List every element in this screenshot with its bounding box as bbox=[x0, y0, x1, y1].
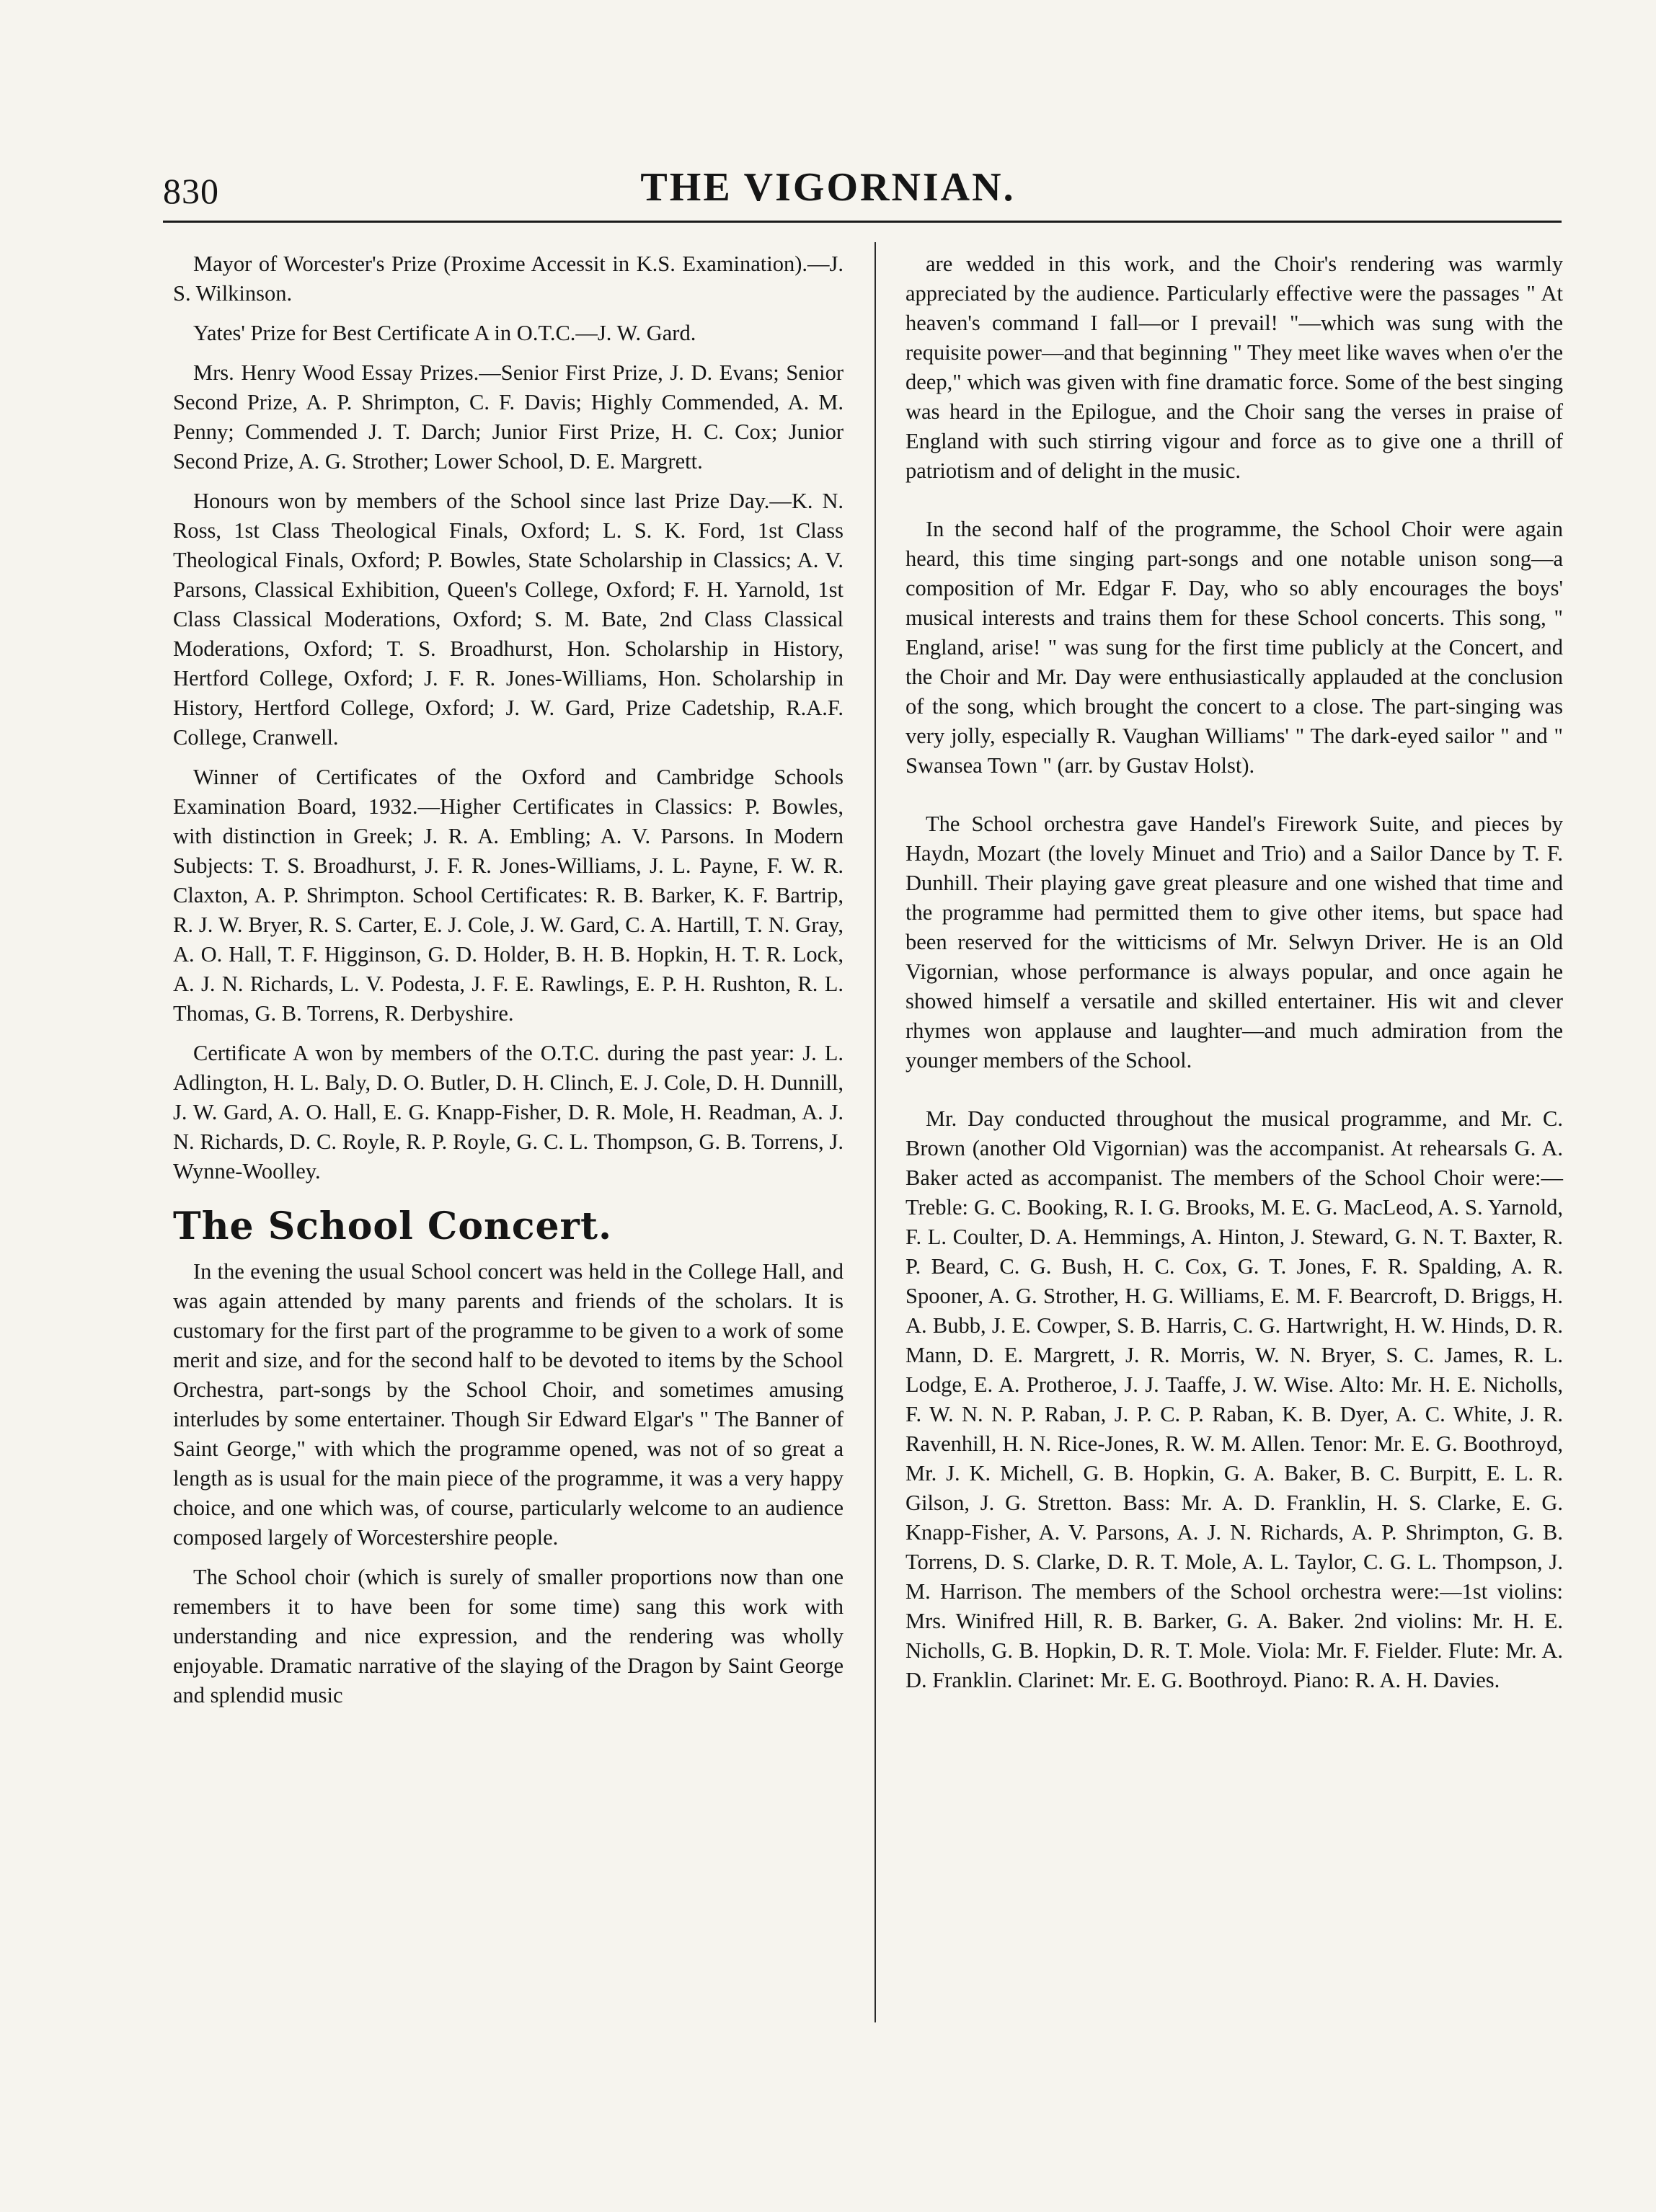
concert-paragraph: In the second half of the programme, the School Choir were again heard, this time singing part-songs and one notable unison song—a composition of Mr. Edgar F. Day, who so ably encourages the boys' musical interests and trains them for these School concerts. This song, " England, arise! " was sung for the first time publicly at the Concert, and the Choir and Mr. Day were enthusiastically applauded at the conclusion of the song, which brought the concert to a close. The part-singing was very jolly, especially R. Vaughan Williams' " The dark-eyed sailor " and " Swansea Town " (arr. by Gustav Holst). bbox=[906, 517, 1563, 778]
certificates-paragraph: Winner of Certificates of the Oxford and Cambridge Schools Examination Board, 1932.—Higher Certificates in Classics: P. Bowles, with distinction in Greek; J. R. A. Embling; A. V. Parsons. In Modern Subjects: T. S. Broadhurst, J. F. R. Jones-Williams, J. L. Payne, F. W. R. Claxton, A. P. Shrimpton. School Certificates: R. B. Barker, K. F. Bartrip, R. J. W. Bryer, R. S. Carter, E. J. Cole, J. W. Gard, C. A. Hartill, T. N. Gray, A. O. Hall, T. F. Higginson, G. D. Holder, B. H. B. Hopkin, H. T. R. Lock, A. J. N. Richards, L. V. Podesta, J. F. E. Rawlings, E. P. H. Rushton, R. L. Thomas, G. B. Torrens, R. Derbyshire. bbox=[173, 765, 844, 1026]
prize-paragraph: Mrs. Henry Wood Essay Prizes.—Senior First Prize, J. D. Evans; Senior Second Prize, A. P. Shrimpton, C. F. Davis; Highly Commended, A. M. Penny; Commended J. T. Darch; Junior First Prize, H. C. Cox; Junior Second Prize, A. G. Strother; Lower School, D. E. Margrett. bbox=[173, 360, 844, 474]
page-number: 830 bbox=[163, 171, 219, 211]
header-rule bbox=[163, 221, 1562, 223]
section-heading: The School Concert. bbox=[173, 1204, 613, 1248]
concert-paragraph: In the evening the usual School concert was held in the College Hall, and was again attended by many parents and friends of the scholars. It is customary for the first part of the programme to be given to a work of some merit and size, and for the second half to be devoted to items by the School Orchestra, part-songs by the School Choir, and sometimes amusing interludes by some entertainer. Though Sir Edward Elgar's " The Banner of Saint George," with which the programme opened, was not of so great a length as is usual for the main piece of the programme, it was a very happy choice, and one which was, of course, particularly welcome to an audience composed largely of Worcestershire people. bbox=[173, 1259, 844, 1550]
concert-paragraph: The School orchestra gave Handel's Firework Suite, and pieces by Haydn, Mozart (the lovely Minuet and Trio) and a Sailor Dance by T. F. Dunhill. Their playing gave great pleasure and one wished that time and the programme had permitted them to give other items, but space had been reserved for the witticisms of Mr. Selwyn Driver. He is an Old Vigornian, whose performance is always popular, and once again he showed himself a versatile and skilled entertainer. His wit and clever rhymes won applause and laughter—and much admiration from the younger members of the School. bbox=[906, 812, 1563, 1072]
journal-title: THE VIGORNIAN. bbox=[640, 165, 1016, 210]
choir-members-paragraph: Mr. Day conducted throughout the musical programme, and Mr. C. Brown (another Old Vigornian) was the accompanist. At rehearsals G. A. Baker acted as accompanist. The members of the School Choir were:—Treble: G. C. Booking, R. I. G. Brooks, M. E. G. MacLeod, A. S. Yarnold, F. L. Coulter, D. A. Hemmings, A. Hinton, J. Steward, G. N. T. Baxter, R. P. Beard, C. G. Bush, H. C. Cox, G. T. Jones, F. R. Spalding, A. R. Spooner, A. G. Strother, H. G. Williams, E. M. F. Bearcroft, D. Briggs, H. A. Bubb, J. E. Cowper, S. B. Harris, C. G. Hartwright, H. W. Hinds, D. R. Mann, D. E. Margrett, J. R. Morris, W. N. Bryer, S. C. James, R. L. Lodge, E. A. Protheroe, J. J. Taaffe, J. W. Wise. Alto: Mr. H. E. Nicholls, F. W. N. N. P. Raban, J. P. C. P. Raban, K. B. Dyer, A. C. White, J. R. Ravenhill, H. N. Rice-Jones, R. W. M. Allen. Tenor: Mr. E. G. Boothroyd, Mr. J. K. Michell, G. B. Hopkin, G. A. Baker, B. C. Burpitt, E. L. R. Gilson, J. G. Stretton. Bass: Mr. A. D. Franklin, H. S. Clarke, E. G. Knapp-Fisher, A. V. Parsons, A. J. N. Richards, A. P. Shrimpton, G. B. Torrens, D. S. Clarke, D. R. T. Mole, A. L. Taylor, C. G. L. Thompson, J. M. Harrison. The members of the School orchestra were:—1st violins: Mrs. Winifred Hill, R. B. Barker, G. A. Baker. 2nd violins: Mr. H. E. Nicholls, G. B. Hopkin, D. R. T. Mole. Viola: Mr. F. Fielder. Flute: Mr. A. D. Franklin. Clarinet: Mr. E. G. Boothroyd. Piano: R. A. H. Davies. bbox=[906, 1106, 1563, 1692]
right-column bbox=[906, 249, 1563, 1724]
prize-paragraph: Yates' Prize for Best Certificate A in O.T.C.—J. W. Gard. bbox=[193, 321, 696, 345]
otc-certificate-paragraph: Certificate A won by members of the O.T.C. during the past year: J. L. Adlington, H. L. Baly, D. O. Butler, D. H. Clinch, E. J. Cole, D. H. Dunnill, J. W. Gard, A. O. Hall, E. G. Knapp-Fisher, D. R. Mole, H. Readman, A. J. N. Richards, D. C. Royle, R. P. Royle, G. C. L. Thompson, G. B. Torrens, J. Wynne-Woolley. bbox=[173, 1041, 844, 1183]
prize-paragraph: Mayor of Worcester's Prize (Proxime Accessit in K.S. Examination).—J. S. Wilkinson. bbox=[173, 252, 844, 306]
left-column bbox=[173, 249, 844, 1720]
concert-paragraph: The School choir (which is surely of smaller proportions now than one remembers it to have been for some time) sang this work with understanding and nice expression, and the rendering was wholly enjoyable. Dramatic narrative of the slaying of the Dragon by Saint George and splendid music bbox=[173, 1565, 844, 1707]
column-divider bbox=[875, 242, 876, 2022]
concert-paragraph: are wedded in this work, and the Choir's rendering was warmly appreciated by the audience. Particularly effective were the passages " At heaven's command I fall—or I prevail! "—which was sung with the requisite power—and that beginning " They meet like waves when o'er the deep," which was given with fine dramatic force. Some of the best singing was heard in the Epilogue, and the Choir sang the verses in praise of England with such stirring vigour and force as to give one a thrill of patriotism and of delight in the music. bbox=[906, 252, 1563, 483]
honours-paragraph: Honours won by members of the School since last Prize Day.—K. N. Ross, 1st Class Theological Finals, Oxford; L. S. K. Ford, 1st Class Theological Finals, Oxford; P. Bowles, State Scholarship in Classics; A. V. Parsons, Classical Exhibition, Queen's College, Oxford; F. H. Yarnold, 1st Class Classical Moderations, Oxford; S. M. Bate, 2nd Class Classical Moderations, Oxford; T. S. Broadhurst, Hon. Scholarship in History, Hertford College, Oxford; J. F. R. Jones-Williams, Hon. Scholarship in History, Hertford College, Oxford; J. W. Gard, Prize Cadetship, R.A.F. College, Cranwell. bbox=[173, 489, 844, 750]
